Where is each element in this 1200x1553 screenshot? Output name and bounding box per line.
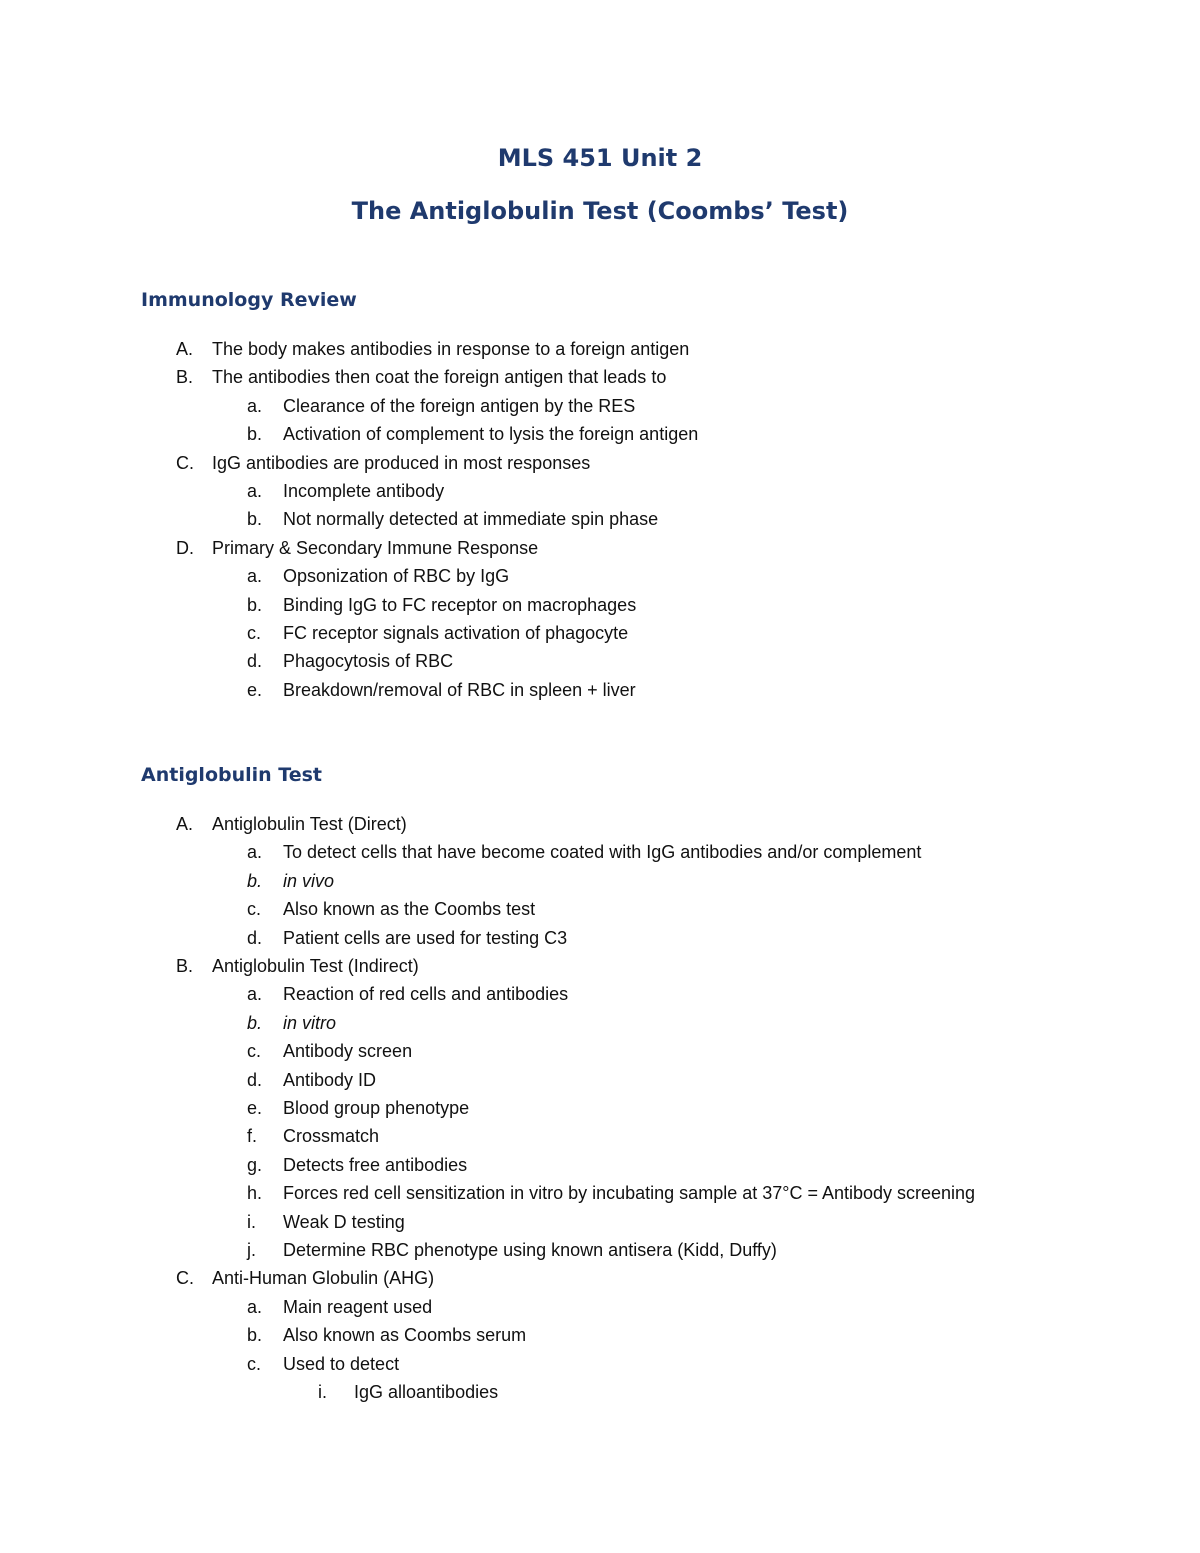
list-item-text: Also known as Coombs serum bbox=[283, 1325, 527, 1345]
list-item-text: Antiglobulin Test (Indirect) bbox=[212, 956, 419, 976]
list-item-text: Crossmatch bbox=[283, 1126, 380, 1146]
list-item-text: IgG alloantibodies bbox=[354, 1382, 499, 1402]
list-item-text: Antiglobulin Test (Direct) bbox=[212, 814, 407, 834]
list-marker: b. bbox=[247, 871, 263, 891]
section-heading: Immunology Review bbox=[141, 289, 357, 311]
list-item-text: Main reagent used bbox=[283, 1297, 433, 1317]
list-item-text: The body makes antibodies in response to a foreign antigen bbox=[212, 339, 690, 359]
list-item-text: To detect cells that have become coated with IgG antibodies and/or complement bbox=[283, 842, 922, 862]
list-marker: b. bbox=[247, 1013, 263, 1033]
section-heading: Antiglobulin Test bbox=[141, 764, 323, 786]
list-item-text: Breakdown/removal of RBC in spleen + liver bbox=[283, 680, 636, 700]
list-marker: D. bbox=[176, 538, 194, 558]
list-item-text: Determine RBC phenotype using known antisera (Kidd, Duffy) bbox=[283, 1240, 777, 1260]
list-marker: e. bbox=[247, 680, 263, 700]
list-marker: i. bbox=[318, 1382, 327, 1402]
list-item-text: Phagocytosis of RBC bbox=[283, 651, 454, 671]
list-item-text: IgG antibodies are produced in most responses bbox=[212, 453, 591, 473]
list-marker: B. bbox=[176, 367, 194, 387]
list-item-text: FC receptor signals activation of phagocyte bbox=[283, 623, 629, 643]
list-marker: c. bbox=[247, 623, 262, 643]
list-marker: d. bbox=[247, 1070, 263, 1090]
list-item-text: Antibody screen bbox=[283, 1041, 413, 1061]
list-item-text: in vivo bbox=[283, 871, 335, 891]
list-marker: i. bbox=[247, 1212, 256, 1232]
list-marker: j. bbox=[247, 1240, 256, 1260]
list-marker: b. bbox=[247, 424, 263, 444]
list-item-text: Weak D testing bbox=[283, 1212, 405, 1232]
list-marker: h. bbox=[247, 1183, 263, 1203]
list-marker: A. bbox=[176, 339, 194, 359]
list-item-text: Binding IgG to FC receptor on macrophages bbox=[283, 595, 637, 615]
list-marker: C. bbox=[176, 1268, 194, 1288]
list-item-text: Incomplete antibody bbox=[283, 481, 445, 501]
list-marker: f. bbox=[247, 1126, 258, 1146]
list-marker: a. bbox=[247, 1297, 263, 1317]
list-item-text: Also known as the Coombs test bbox=[283, 899, 536, 919]
list-marker: A. bbox=[176, 814, 194, 834]
list-item-text: Clearance of the foreign antigen by the RES bbox=[283, 396, 636, 416]
list-item-text: Blood group phenotype bbox=[283, 1098, 470, 1118]
list-marker: b. bbox=[247, 595, 263, 615]
list-item-text: Used to detect bbox=[283, 1354, 400, 1374]
list-marker: b. bbox=[247, 1325, 263, 1345]
list-marker: a. bbox=[247, 842, 263, 862]
list-item-text: Antibody ID bbox=[283, 1070, 377, 1090]
list-marker: g. bbox=[247, 1155, 263, 1175]
list-marker: b. bbox=[247, 509, 263, 529]
list-marker: c. bbox=[247, 1041, 262, 1061]
list-item-text: Anti-Human Globulin (AHG) bbox=[212, 1268, 435, 1288]
list-item-text: Not normally detected at immediate spin phase bbox=[283, 509, 659, 529]
list-item-text: Patient cells are used for testing C3 bbox=[283, 928, 568, 948]
list-marker: c. bbox=[247, 1354, 262, 1374]
list-item-text: in vitro bbox=[283, 1013, 337, 1033]
list-marker: a. bbox=[247, 396, 263, 416]
list-item-text: Opsonization of RBC by IgG bbox=[283, 566, 510, 586]
list-item-text: Activation of complement to lysis the foreign antigen bbox=[283, 424, 699, 444]
list-marker: a. bbox=[247, 481, 263, 501]
list-item-text: Primary & Secondary Immune Response bbox=[212, 538, 539, 558]
list-marker: d. bbox=[247, 928, 263, 948]
list-item-text: Reaction of red cells and antibodies bbox=[283, 984, 569, 1004]
list-marker: B. bbox=[176, 956, 194, 976]
document-title: MLS 451 Unit 2 bbox=[497, 144, 703, 172]
list-marker: a. bbox=[247, 984, 263, 1004]
list-marker: d. bbox=[247, 651, 263, 671]
list-marker: a. bbox=[247, 566, 263, 586]
list-item-text: Forces red cell sensitization in vitro by incubating sample at 37°C = Antibody screening bbox=[283, 1183, 976, 1203]
list-item-text: The antibodies then coat the foreign antigen that leads to bbox=[212, 367, 667, 387]
document-subtitle: The Antiglobulin Test (Coombs’ Test) bbox=[351, 197, 849, 225]
list-marker: e. bbox=[247, 1098, 263, 1118]
list-item-text: Detects free antibodies bbox=[283, 1155, 468, 1175]
list-marker: c. bbox=[247, 899, 262, 919]
list-marker: C. bbox=[176, 453, 194, 473]
